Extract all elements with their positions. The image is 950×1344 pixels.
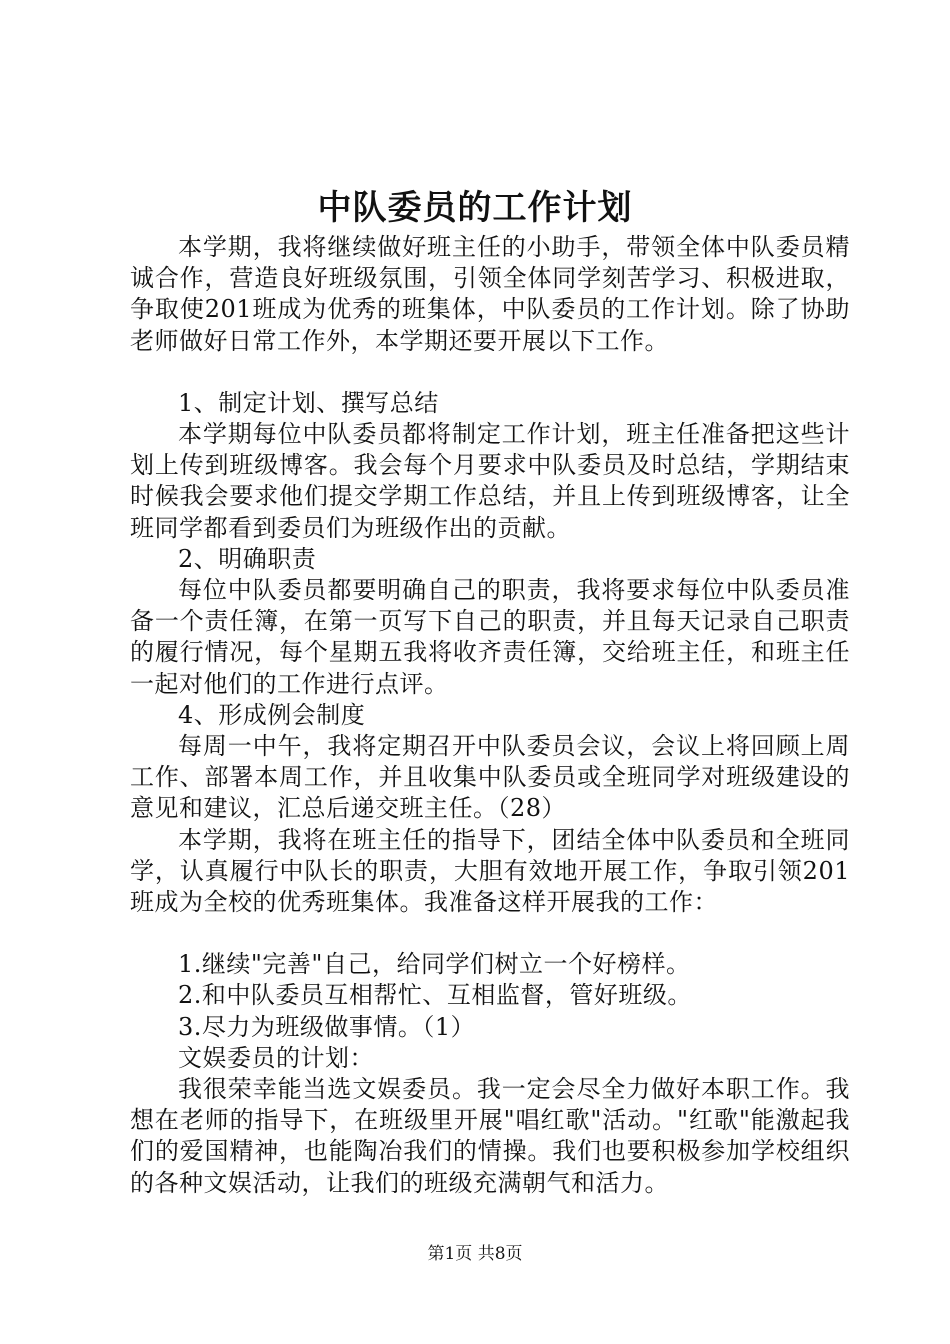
section-2-heading: 2、明确职责 <box>178 544 317 573</box>
list-item: 2.和中队委员互相帮忙、互相监督，管好班级。 <box>178 981 692 1010</box>
list-item: 3.尽力为班级做事情。（1） <box>178 1012 476 1041</box>
list-item: 1.继续"完善"自己，给同学们树立一个好榜样。 <box>178 950 691 979</box>
section-1-body: 本学期每位中队委员都将制定工作计划，班主任准备把这些计划上传到班级博客。我会每个月要求中队委员及时总结，学期结束时候我会要求他们提交学期工作总结，并且上传到班级博客，让全班同学都看到委员们为班级作出的贡献。 <box>130 420 850 542</box>
section-4-heading: 4、形成例会制度 <box>178 700 366 729</box>
paragraph-gap <box>130 357 850 388</box>
document-body <box>130 232 850 1199</box>
entertainment-heading: 文娱委员的计划： <box>178 1043 374 1072</box>
page-footer: 第1页 共8页 <box>427 1244 523 1264</box>
section-1-heading: 1、制定计划、撰写总结 <box>178 388 439 417</box>
leader-paragraph: 本学期，我将在班主任的指导下，团结全体中队委员和全班同学，认真履行中队长的职责，大胆有效地开展工作，争取引领201班成为全校的优秀班集体。我准备这样开展我的工作： <box>130 825 850 917</box>
entertainment-body: 我很荣幸能当选文娱委员。我一定会尽全力做好本职工作。我想在老师的指导下，在班级里开展"唱红歌"活动。"红歌"能激起我们的爱国精神，也能陶冶我们的情操。我们也要积极参加学校组织的各种文娱活动，让我们的班级充满朝气和活力。 <box>130 1075 850 1197</box>
page-title: 中队委员的工作计划 <box>317 188 633 228</box>
intro-paragraph: 本学期，我将继续做好班主任的小助手，带领全体中队委员精诚合作，营造良好班级氛围，引领全体同学刻苦学习、积极进取，争取使201班成为优秀的班集体，中队委员的工作计划。除了协助老师做好日常工作外，本学期还要开展以下工作。 <box>130 233 850 355</box>
section-4-body: 每周一中午，我将定期召开中队委员会议，会议上将回顾上周工作、部署本周工作，并且收集中队委员或全班同学对班级建设的意见和建议，汇总后递交班主任。（28） <box>130 732 850 823</box>
section-2-body: 每位中队委员都要明确自己的职责，我将要求每位中队委员准备一个责任簿，在第一页写下自己的职责，并且每天记录自己职责的履行情况，每个星期五我将收齐责任簿，交给班主任，和班主任一起对他们的工作进行点评。 <box>130 576 850 698</box>
paragraph-gap <box>130 918 850 949</box>
